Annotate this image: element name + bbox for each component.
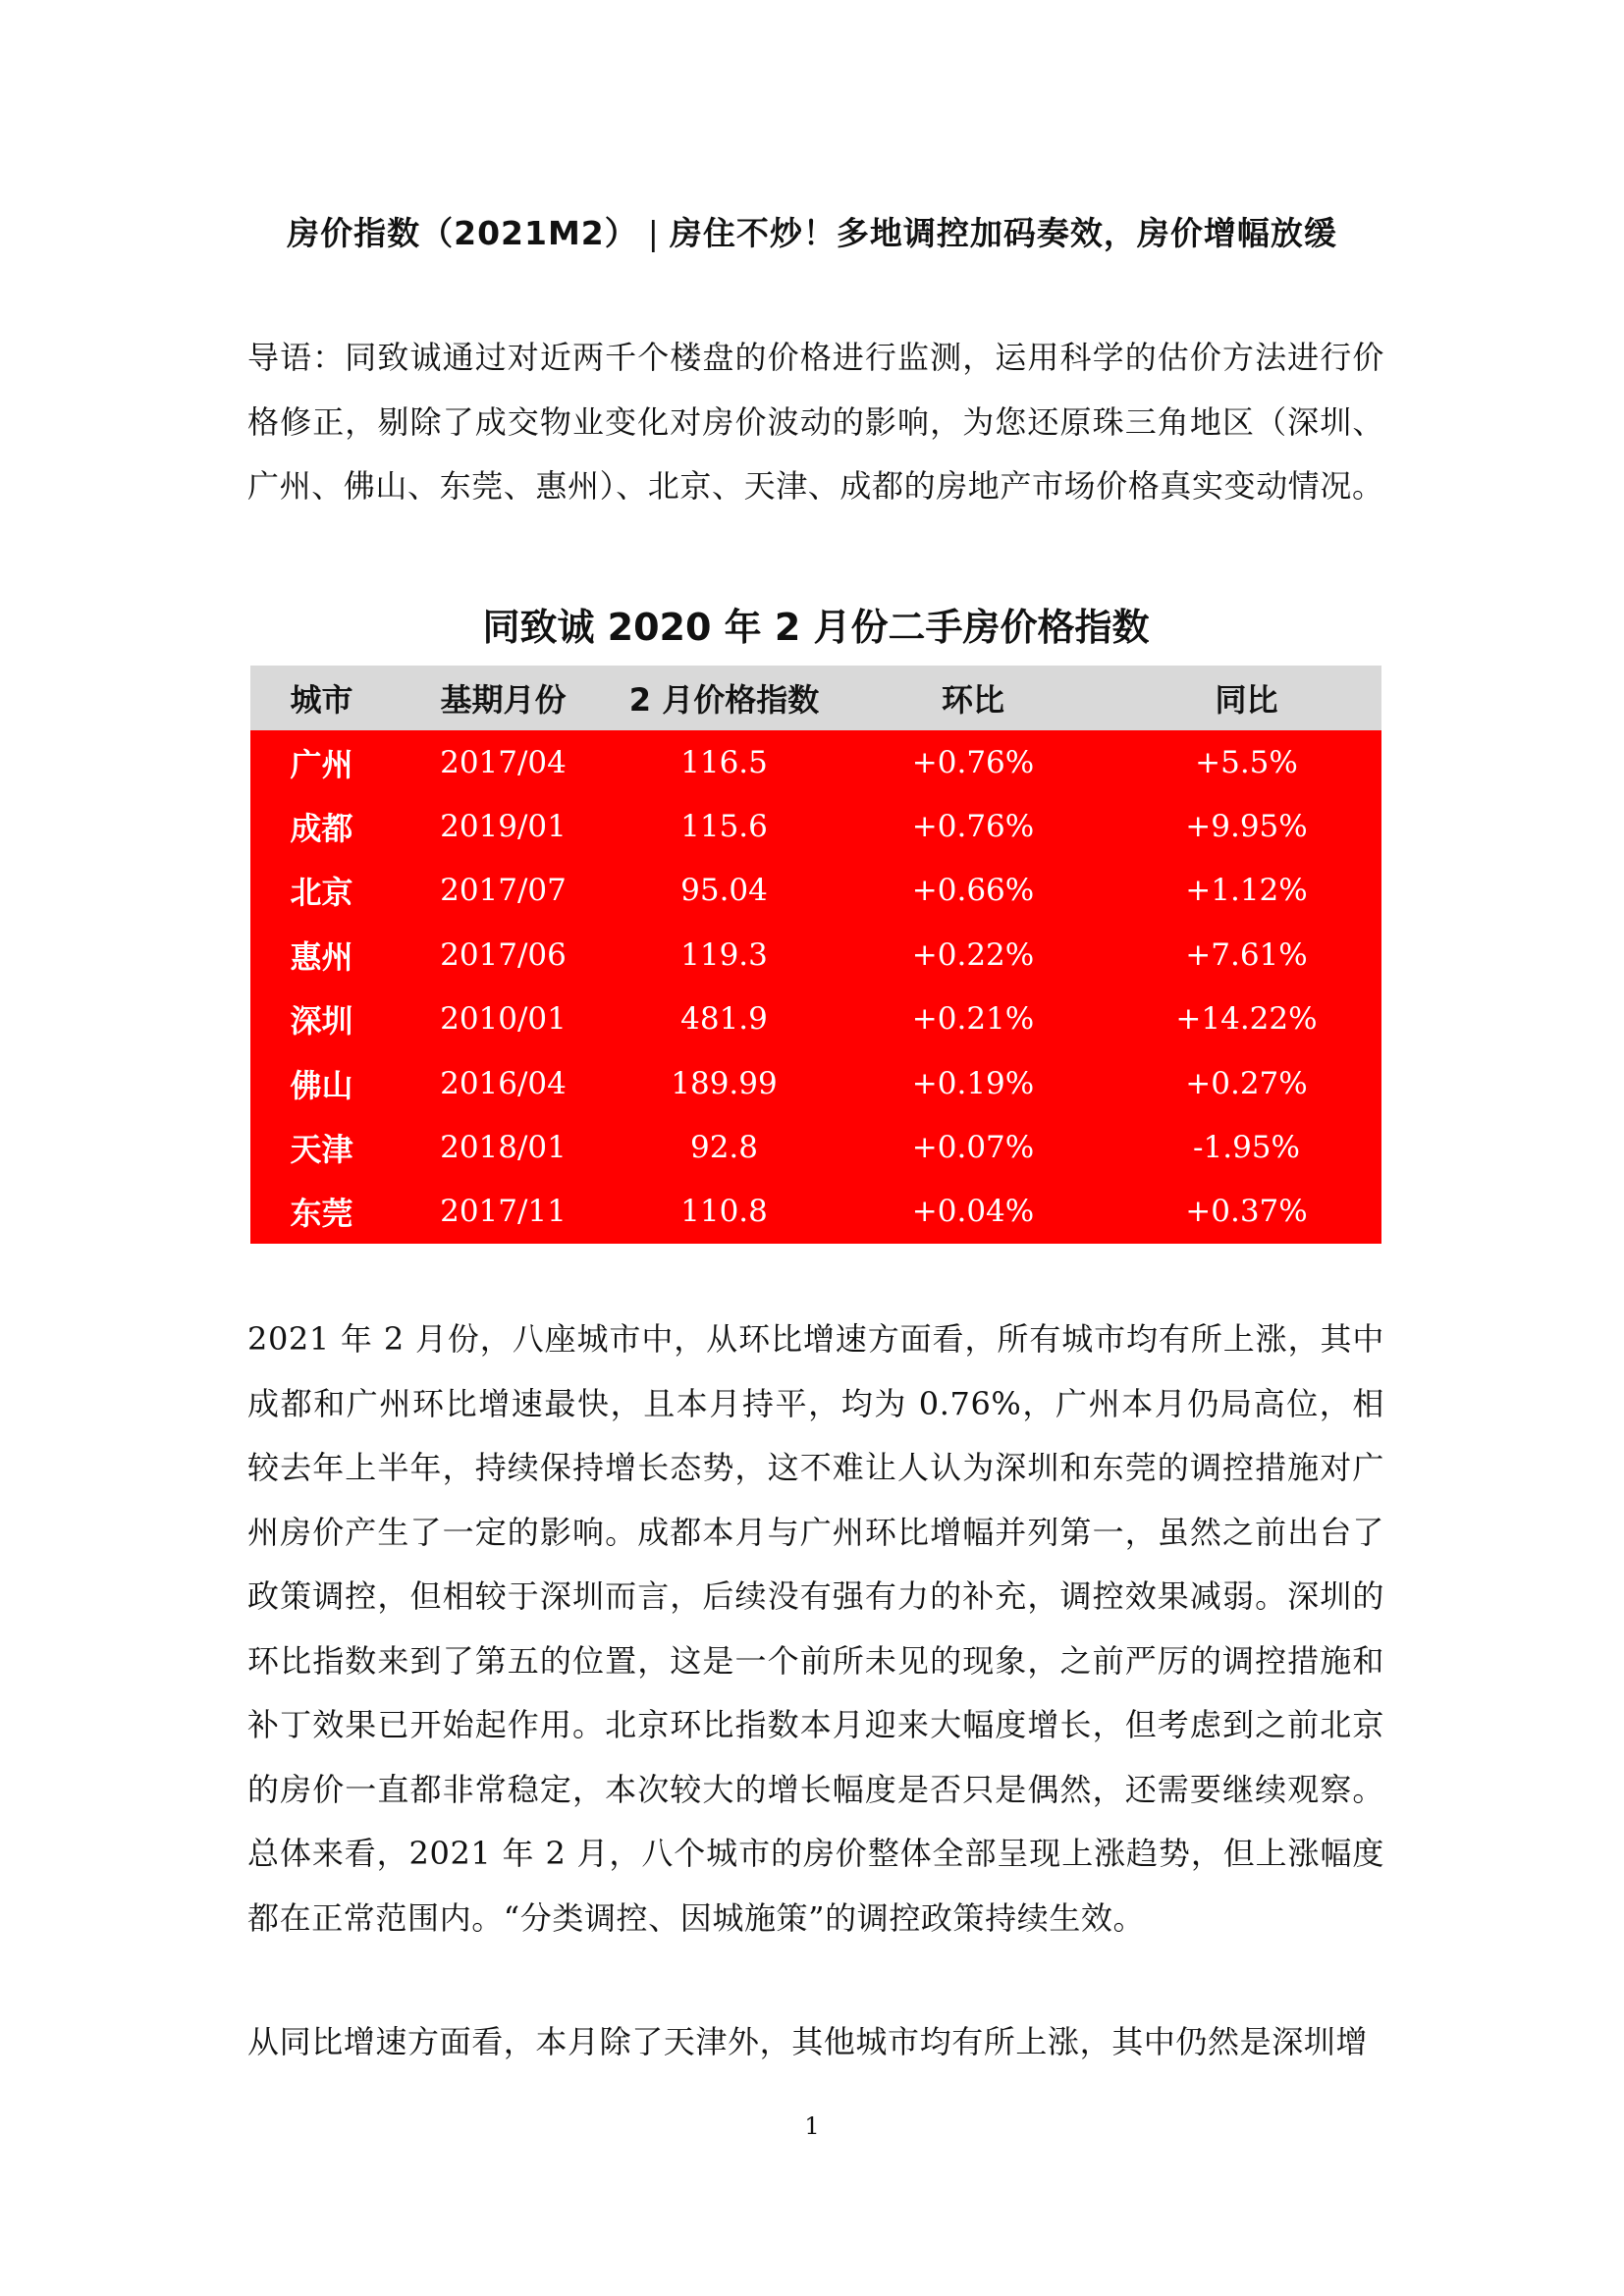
cell-base-month: 2010/01 xyxy=(393,988,614,1051)
cell-yoy: -1.95% xyxy=(1111,1115,1381,1179)
cell-mom: +0.07% xyxy=(835,1115,1111,1179)
cell-city: 佛山 xyxy=(250,1051,393,1115)
cell-yoy: +14.22% xyxy=(1111,988,1381,1051)
cell-city: 惠州 xyxy=(250,923,393,987)
header-yoy: 同比 xyxy=(1111,666,1381,730)
header-base-month: 基期月份 xyxy=(393,666,614,730)
cell-base-month: 2019/01 xyxy=(393,794,614,858)
price-index-table xyxy=(250,666,1381,1244)
title-right: 房住不炒！多地调控加码奏效，房价增幅放缓 xyxy=(669,214,1337,252)
cell-city: 成都 xyxy=(250,794,393,858)
table-row xyxy=(250,1051,1381,1115)
header-city: 城市 xyxy=(250,666,393,730)
table-row xyxy=(250,988,1381,1051)
cell-index: 119.3 xyxy=(614,923,835,987)
cell-city: 广州 xyxy=(250,730,393,794)
cell-index: 110.8 xyxy=(614,1180,835,1244)
cell-yoy: +0.27% xyxy=(1111,1051,1381,1115)
cell-base-month: 2017/11 xyxy=(393,1180,614,1244)
header-index: 2 月价格指数 xyxy=(614,666,835,730)
table-row xyxy=(250,730,1381,794)
table-row xyxy=(250,1115,1381,1179)
cell-yoy: +9.95% xyxy=(1111,794,1381,858)
cell-base-month: 2017/07 xyxy=(393,859,614,923)
analysis-paragraph-1: 2021 年 2 月份，八座城市中，从环比增速方面看，所有城市均有所上涨，其中成都和广州环比增速最快，且本月持平，均为 0.76%，广州本月仍局高位，相较去年上半年，持续保持增长态势，这不难让人认为深圳和东莞的调控措施对广州房价产生了一定的影响。成都本月与广州环比增幅并列第一，虽然之前出台了政策调控，但相较于深圳而言，后续没有强有力的补充，调控效果减弱。深圳的环比指数来到了第五的位置，这是一个前所未见的现象，之前严厉的调控措施和补丁效果已开始起作用。北京环比指数本月迎来大幅度增长，但考虑到之前北京的房价一直都非常稳定，本次较大的增长幅度是否只是偶然，还需要继续观察。总体来看，2021 年 2 月，八个城市的房价整体全部呈现上涨趋势，但上涨幅度都在正常范围内。“分类调控、因城施策”的调控政策持续生效。 xyxy=(247,1320,1384,1937)
cell-city: 东莞 xyxy=(250,1180,393,1244)
cell-yoy: +0.37% xyxy=(1111,1180,1381,1244)
page-title xyxy=(0,208,1624,254)
cell-index: 95.04 xyxy=(614,859,835,923)
cell-yoy: +5.5% xyxy=(1111,730,1381,794)
header-mom: 环比 xyxy=(835,666,1111,730)
table-row xyxy=(250,794,1381,858)
cell-city: 北京 xyxy=(250,859,393,923)
table-row xyxy=(250,1180,1381,1244)
cell-base-month: 2018/01 xyxy=(393,1115,614,1179)
page-number: 1 xyxy=(804,2112,820,2140)
table-row xyxy=(250,859,1381,923)
cell-yoy: +7.61% xyxy=(1111,923,1381,987)
cell-city: 天津 xyxy=(250,1115,393,1179)
cell-mom: +0.19% xyxy=(835,1051,1111,1115)
cell-base-month: 2017/04 xyxy=(393,730,614,794)
cell-index: 189.99 xyxy=(614,1051,835,1115)
cell-base-month: 2016/04 xyxy=(393,1051,614,1115)
cell-mom: +0.76% xyxy=(835,794,1111,858)
cell-index: 115.6 xyxy=(614,794,835,858)
title-left: 房价指数（2021M2） xyxy=(287,214,638,252)
cell-index: 92.8 xyxy=(614,1115,835,1179)
cell-city: 深圳 xyxy=(250,988,393,1051)
cell-mom: +0.22% xyxy=(835,923,1111,987)
cell-index: 481.9 xyxy=(614,988,835,1051)
table-row xyxy=(250,923,1381,987)
cell-mom: +0.04% xyxy=(835,1180,1111,1244)
cell-mom: +0.76% xyxy=(835,730,1111,794)
cell-yoy: +1.12% xyxy=(1111,859,1381,923)
cell-base-month: 2017/06 xyxy=(393,923,614,987)
title-separator: | xyxy=(647,214,660,252)
cell-mom: +0.66% xyxy=(835,859,1111,923)
intro-paragraph: 导语：同致诚通过对近两千个楼盘的价格进行监测，运用科学的估价方法进行价格修正，剔除了成交物业变化对房价波动的影响，为您还原珠三角地区（深圳、广州、佛山、东莞、惠州）、北京、天津、成都的房地产市场价格真实变动情况。 xyxy=(247,339,1384,505)
cell-index: 116.5 xyxy=(614,730,835,794)
table-title: 同致诚 2020 年 2 月份二手房价格指数 xyxy=(482,606,1150,649)
table-header-row xyxy=(250,666,1381,730)
cell-mom: +0.21% xyxy=(835,988,1111,1051)
analysis-paragraph-2: 从同比增速方面看，本月除了天津外，其他城市均有所上涨，其中仍然是深圳增 xyxy=(247,2023,1369,2060)
